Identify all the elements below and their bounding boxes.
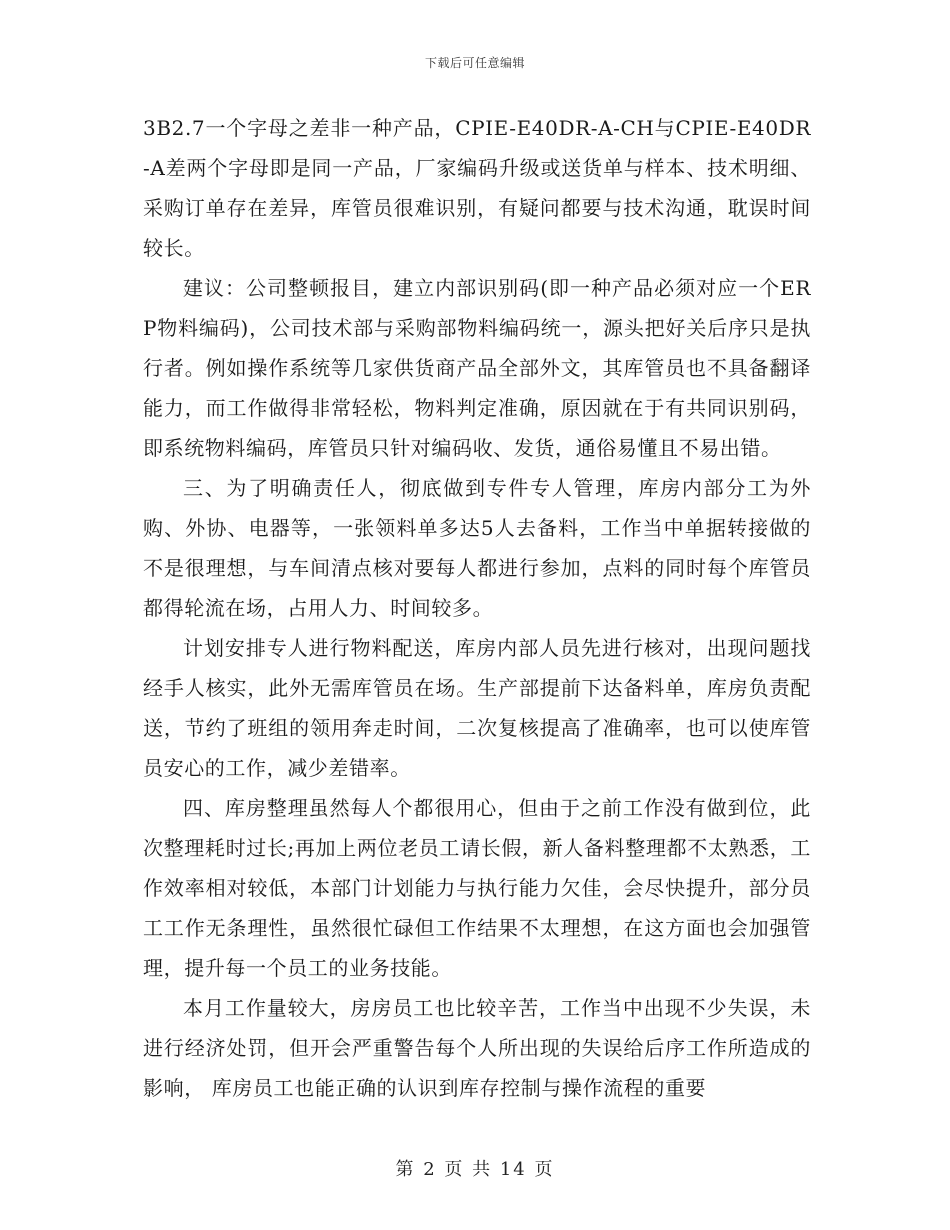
page-header: 下载后可任意编辑 [424,56,525,70]
document-body [143,108,811,1108]
paragraph-5: 四、库房整理虽然每人个都很用心，但由于之前工作没有做到位，此次整理耗时过长;再加上两位老员工请长假，新人备料整理都不太熟悉，工作效率相对较低，本部门计划能力与执行能力欠佳，会尽快提升，部分员工工作无条理性，虽然很忙碌但工作结果不太理想，在这方面也会加强管理，提升每一个员工的业务技能。 [143,796,811,980]
paragraph-4: 计划安排专人进行物料配送，库房内部人员先进行核对，出现问题找经手人核实，此外无需库管员在场。生产部提前下达备料单，库房负责配送，节约了班组的领用奔走时间，二次复核提高了准确率，也可以使库管员安心的工作，减少差错率。 [143,636,811,780]
page-number: 第 2 页 共 14 页 [395,1159,555,1180]
paragraph-1: 3B2.7一个字母之差非一种产品，CPIE-E40DR-A-CH与CPIE-E40DR-A差两个字母即是同一产品，厂家编码升级或送货单与样本、技术明细、采购订单存在差异，库管员很难识别，有疑问都要与技术沟通，耽误时间较长。 [143,116,811,260]
paragraph-6: 本月工作量较大，房房员工也比较辛苦，工作当中出现不少失误，未进行经济处罚，但开会严重警告每个人所出现的失误给后序工作所造成的影响， 库房员工也能正确的认识到库存控制与操作流程的重要 [143,996,811,1100]
paragraph-2: 建议：公司整顿报目，建立内部识别码(即一种产品必须对应一个ERP物料编码)，公司技术部与采购部物料编码统一，源头把好关后序只是执行者。例如操作系统等几家供货商产品全部外文，其库管员也不具备翻译能力，而工作做得非常轻松，物料判定准确，原因就在于有共同识别码，即系统物料编码，库管员只针对编码收、发货，通俗易懂且不易出错。 [143,276,811,460]
paragraph-3: 三、为了明确责任人，彻底做到专件专人管理，库房内部分工为外购、外协、电器等，一张领料单多达5人去备料，工作当中单据转接做的不是很理想，与车间清点核对要每人都进行参加，点料的同时每个库管员都得轮流在场，占用人力、时间较多。 [143,476,811,620]
